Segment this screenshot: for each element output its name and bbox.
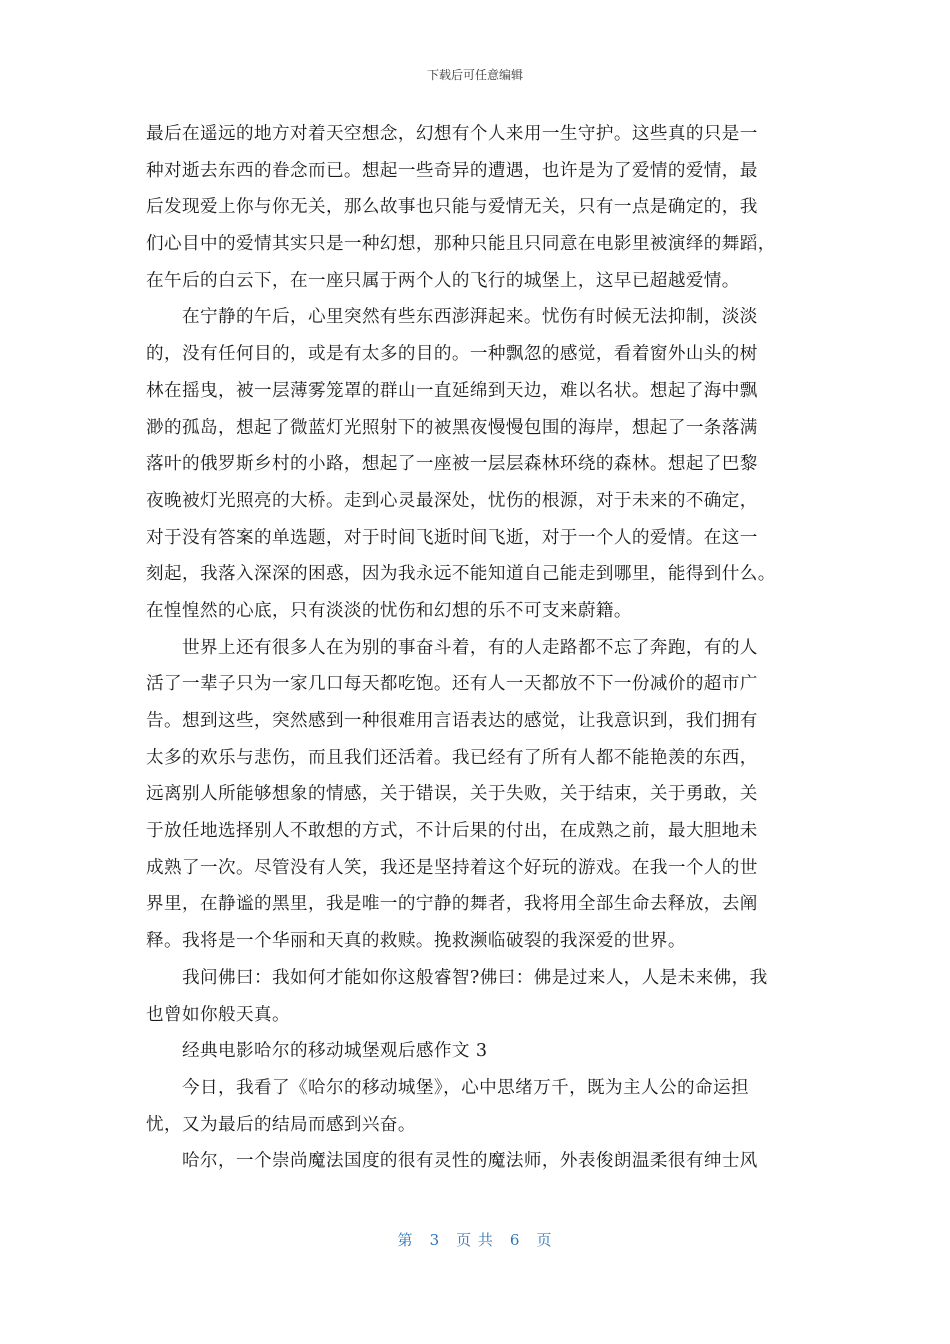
text-line: 在午后的白云下，在一座只属于两个人的飞行的城堡上，这早已超越爱情。 (146, 270, 740, 291)
text-line: 活了一辈子只为一家几口每天都吃饱。还有人一天都放不下一份减价的超市广 (146, 674, 758, 695)
text-line: 夜晚被灯光照亮的大桥。走到心灵最深处，忧伤的根源，对于未来的不确定， (146, 490, 758, 511)
text-line: 对于没有答案的单选题，对于时间飞逝时间飞逝，对于一个人的爱情。在这一 (146, 527, 758, 548)
text-line: 我问佛曰：我如何才能如你这般睿智?佛曰：佛是过来人，人是未来佛，我 (182, 967, 768, 988)
text-line: 在宁静的午后，心里突然有些东西澎湃起来。忧伤有时候无法抑制，淡淡 (182, 307, 758, 328)
text-line: 最后在遥远的地方对着天空想念，幻想有个人来用一生守护。这些真的只是一 (146, 124, 758, 144)
text-line: 渺的孤岛，想起了微蓝灯光照射下的被黑夜慢慢包围的海岸，想起了一条落满 (146, 417, 758, 438)
footer-middle: 页 共 (456, 1231, 494, 1249)
text-line: 后发现爱上你与你无关，那么故事也只能与爱情无关，只有一点是确定的，我 (146, 197, 758, 218)
page-header: 下载后可任意编辑 (426, 68, 523, 82)
text-line: 界里，在静谧的黑里，我是唯一的宁静的舞者，我将用全部生命去释放，去阐 (146, 894, 758, 915)
footer-prefix: 第 (397, 1231, 414, 1249)
footer-total-pages: 6 (509, 1231, 521, 1249)
text-line: 今日，我看了《哈尔的移动城堡》，心中思绪万千，既为主人公的命运担 (182, 1077, 750, 1098)
text-line: 在惶惶然的心底，只有淡淡的忧伤和幻想的乐不可支来蔚籍。 (146, 600, 632, 621)
text-line: 于放任地选择别人不敢想的方式，不计后果的付出，在成熟之前，最大胆地未 (146, 821, 758, 842)
text-line: 太多的欢乐与悲伤，而且我们还活着。我已经有了所有人都不能艳羡的东西， (146, 747, 758, 768)
text-line: 哈尔，一个崇尚魔法国度的很有灵性的魔法师，外表俊朗温柔很有绅士风 (182, 1151, 758, 1172)
page-footer (0, 1229, 950, 1250)
text-line: 林在摇曳，被一层薄雾笼罩的群山一直延绵到天边，难以名状。想起了海中飘 (146, 380, 758, 401)
footer-page-number: 3 (429, 1231, 441, 1249)
text-line: 落叶的俄罗斯乡村的小路，想起了一座被一层层森林环绕的森林。想起了巴黎 (146, 454, 758, 475)
text-line: 远离别人所能够想象的情感，关于错误，关于失败，关于结束，关于勇敢，关 (146, 784, 758, 805)
text-line: 经典电影哈尔的移动城堡观后感作文 3 (182, 1041, 488, 1062)
text-line: 告。想到这些，突然感到一种很难用言语表达的感觉，让我意识到，我们拥有 (146, 711, 758, 731)
text-line: 种对逝去东西的眷念而已。想起一些奇异的遭遇，也许是为了爱情的爱情，最 (146, 160, 758, 181)
text-line: 们心目中的爱情其实只是一种幻想，那种只能且只同意在电影里被演绎的舞蹈， (146, 234, 776, 255)
text-line: 刻起，我落入深深的困惑，因为我永远不能知道自己能走到哪里，能得到什么。 (146, 564, 776, 585)
text-line: 忧，又为最后的结局而感到兴奋。 (146, 1114, 416, 1135)
text-line: 也曾如你般天真。 (146, 1004, 290, 1025)
text-line: 成熟了一次。尽管没有人笑，我还是坚持着这个好玩的游戏。在我一个人的世 (146, 857, 758, 878)
text-line: 世界上还有很多人在为别的事奋斗着，有的人走路都不忘了奔跑，有的人 (182, 637, 758, 658)
body-text (146, 116, 806, 1180)
text-line: 的，没有任何目的，或是有太多的目的。一种飘忽的感觉，看着窗外山头的树 (146, 344, 758, 365)
footer-suffix: 页 (536, 1231, 553, 1249)
text-line: 释。我将是一个华丽和天真的救赎。挽救濒临破裂的我深爱的世界。 (146, 931, 686, 952)
